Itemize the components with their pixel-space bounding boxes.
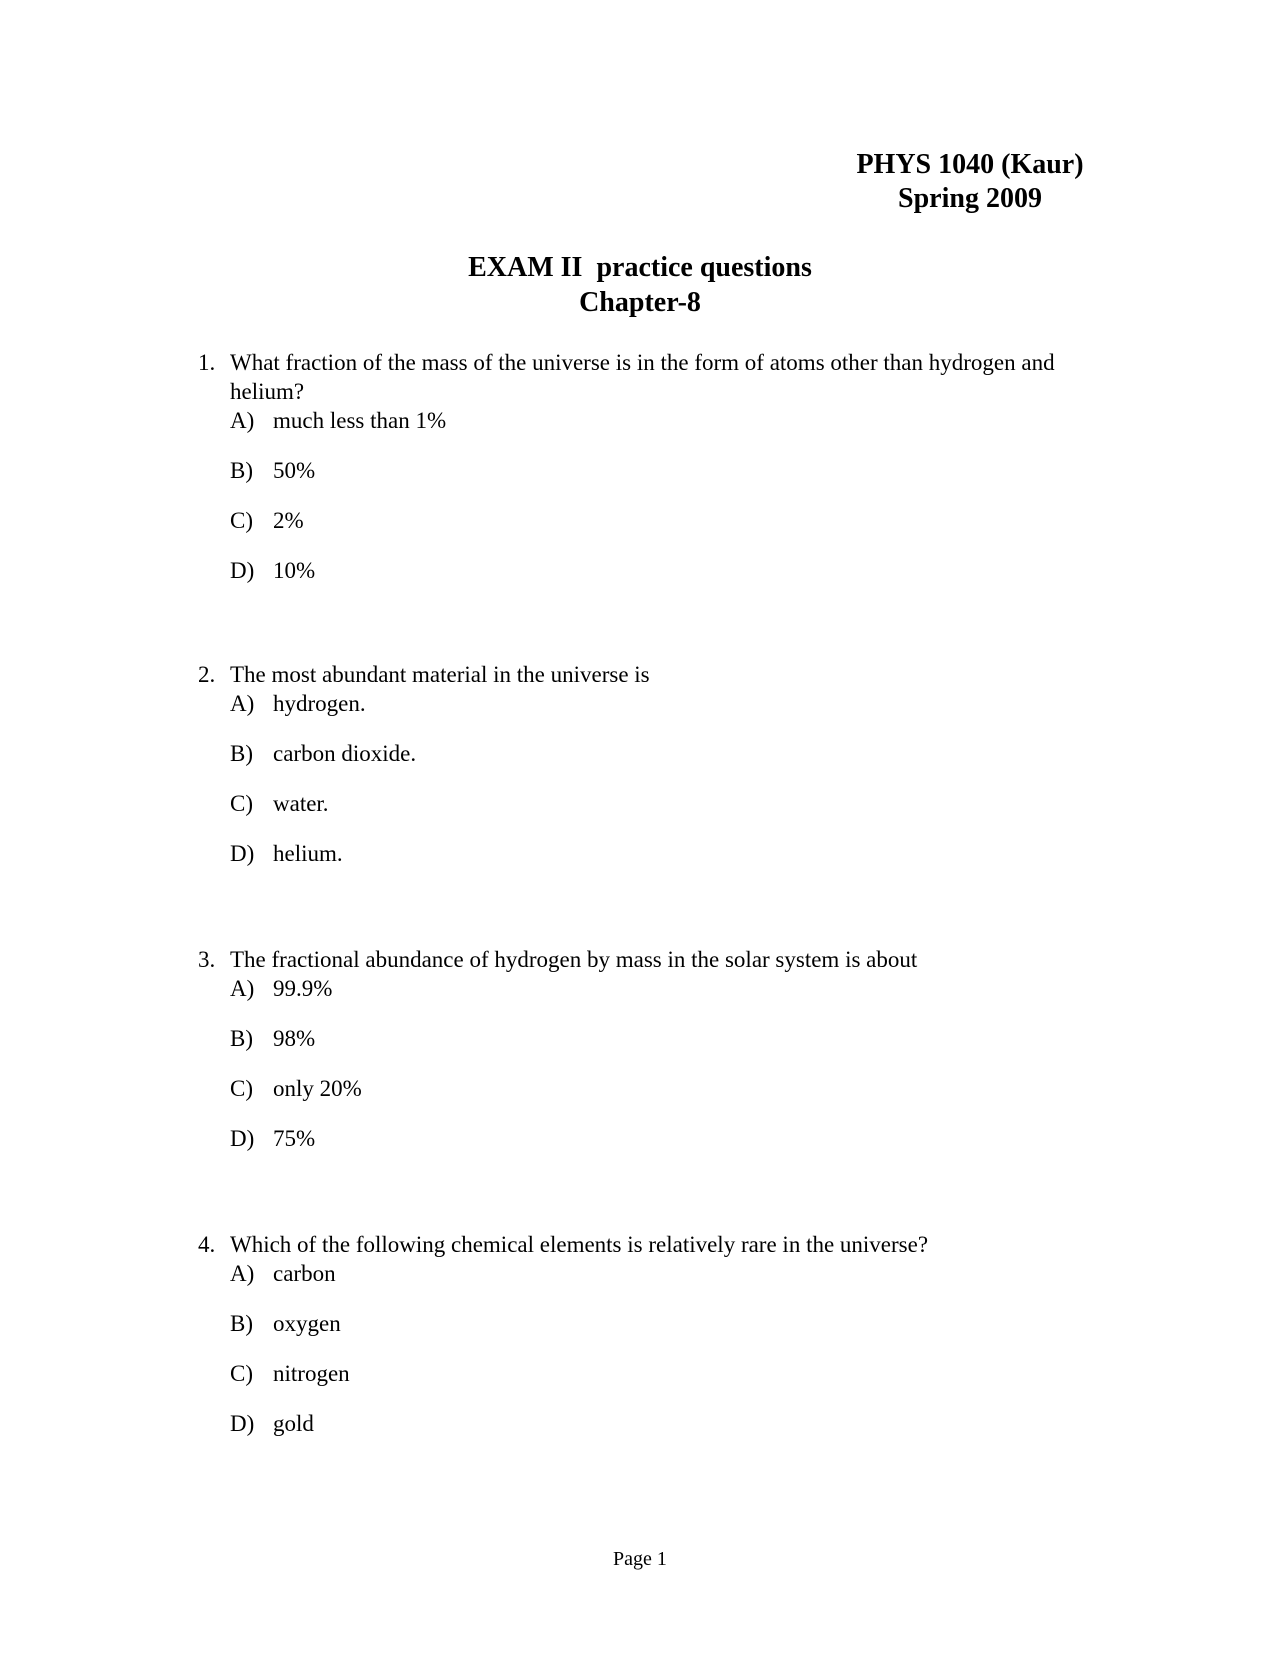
option-d — [230, 1409, 1098, 1438]
question-2 — [198, 660, 1098, 868]
option-letter: A) — [230, 691, 255, 716]
option-c — [230, 506, 1098, 535]
question-4 — [198, 1230, 1098, 1438]
page-number: Page 1 — [613, 1548, 667, 1570]
option-letter: C) — [230, 508, 253, 533]
option-a — [230, 1259, 1098, 1288]
course-name: PHYS 1040 (Kaur) — [856, 149, 1084, 180]
question-3 — [198, 945, 1098, 1153]
question-text: The fractional abundance of hydrogen by mass in the solar system is about — [230, 947, 918, 972]
exam-title — [300, 250, 980, 320]
option-letter: C) — [230, 1076, 253, 1101]
option-c — [230, 1074, 1098, 1103]
option-letter: A) — [230, 976, 255, 1001]
option-letter: B) — [230, 458, 253, 483]
option-c — [230, 1359, 1098, 1388]
option-text: 10% — [273, 558, 316, 583]
option-letter: D) — [230, 841, 255, 866]
option-b — [230, 456, 1098, 485]
question-text: What fraction of the mass of the universe is in the form of atoms other than hydrogen and helium? — [230, 350, 1055, 404]
option-text: 75% — [273, 1126, 316, 1151]
option-letter: D) — [230, 1126, 255, 1151]
exam-title-line2: Chapter-8 — [579, 287, 701, 318]
option-text: carbon — [273, 1261, 336, 1286]
option-d — [230, 839, 1098, 868]
option-d — [230, 1124, 1098, 1153]
option-a — [230, 974, 1098, 1003]
option-text: only 20% — [273, 1076, 362, 1101]
option-letter: A) — [230, 408, 255, 433]
option-letter: D) — [230, 1411, 255, 1436]
question-number: 3. — [198, 947, 216, 972]
option-a — [230, 406, 1098, 435]
option-text: helium. — [273, 841, 343, 866]
question-1 — [198, 348, 1098, 585]
option-b — [230, 1024, 1098, 1053]
question-number: 4. — [198, 1232, 216, 1257]
option-text: hydrogen. — [273, 691, 366, 716]
question-text: Which of the following chemical elements is relatively rare in the universe? — [230, 1232, 929, 1257]
option-text: oxygen — [273, 1311, 341, 1336]
course-term: Spring 2009 — [898, 183, 1042, 214]
option-text: 98% — [273, 1026, 316, 1051]
option-letter: B) — [230, 1311, 253, 1336]
question-text: The most abundant material in the universe is — [230, 662, 650, 687]
option-text: nitrogen — [273, 1361, 350, 1386]
option-letter: C) — [230, 791, 253, 816]
option-text: 99.9% — [273, 976, 333, 1001]
option-a — [230, 689, 1098, 718]
option-letter: C) — [230, 1361, 253, 1386]
question-number: 2. — [198, 662, 216, 687]
course-header — [820, 148, 1120, 216]
exam-title-line1: EXAM II practice questions — [468, 252, 812, 283]
option-c — [230, 789, 1098, 818]
option-text: 2% — [273, 508, 304, 533]
option-text: carbon dioxide. — [273, 741, 417, 766]
option-letter: D) — [230, 558, 255, 583]
option-d — [230, 556, 1098, 585]
option-letter: A) — [230, 1261, 255, 1286]
option-b — [230, 739, 1098, 768]
option-letter: B) — [230, 741, 253, 766]
option-letter: B) — [230, 1026, 253, 1051]
option-text: water. — [273, 791, 329, 816]
question-number: 1. — [198, 350, 216, 375]
option-text: gold — [273, 1411, 314, 1436]
option-text: 50% — [273, 458, 316, 483]
option-text: much less than 1% — [273, 408, 447, 433]
option-b — [230, 1309, 1098, 1338]
